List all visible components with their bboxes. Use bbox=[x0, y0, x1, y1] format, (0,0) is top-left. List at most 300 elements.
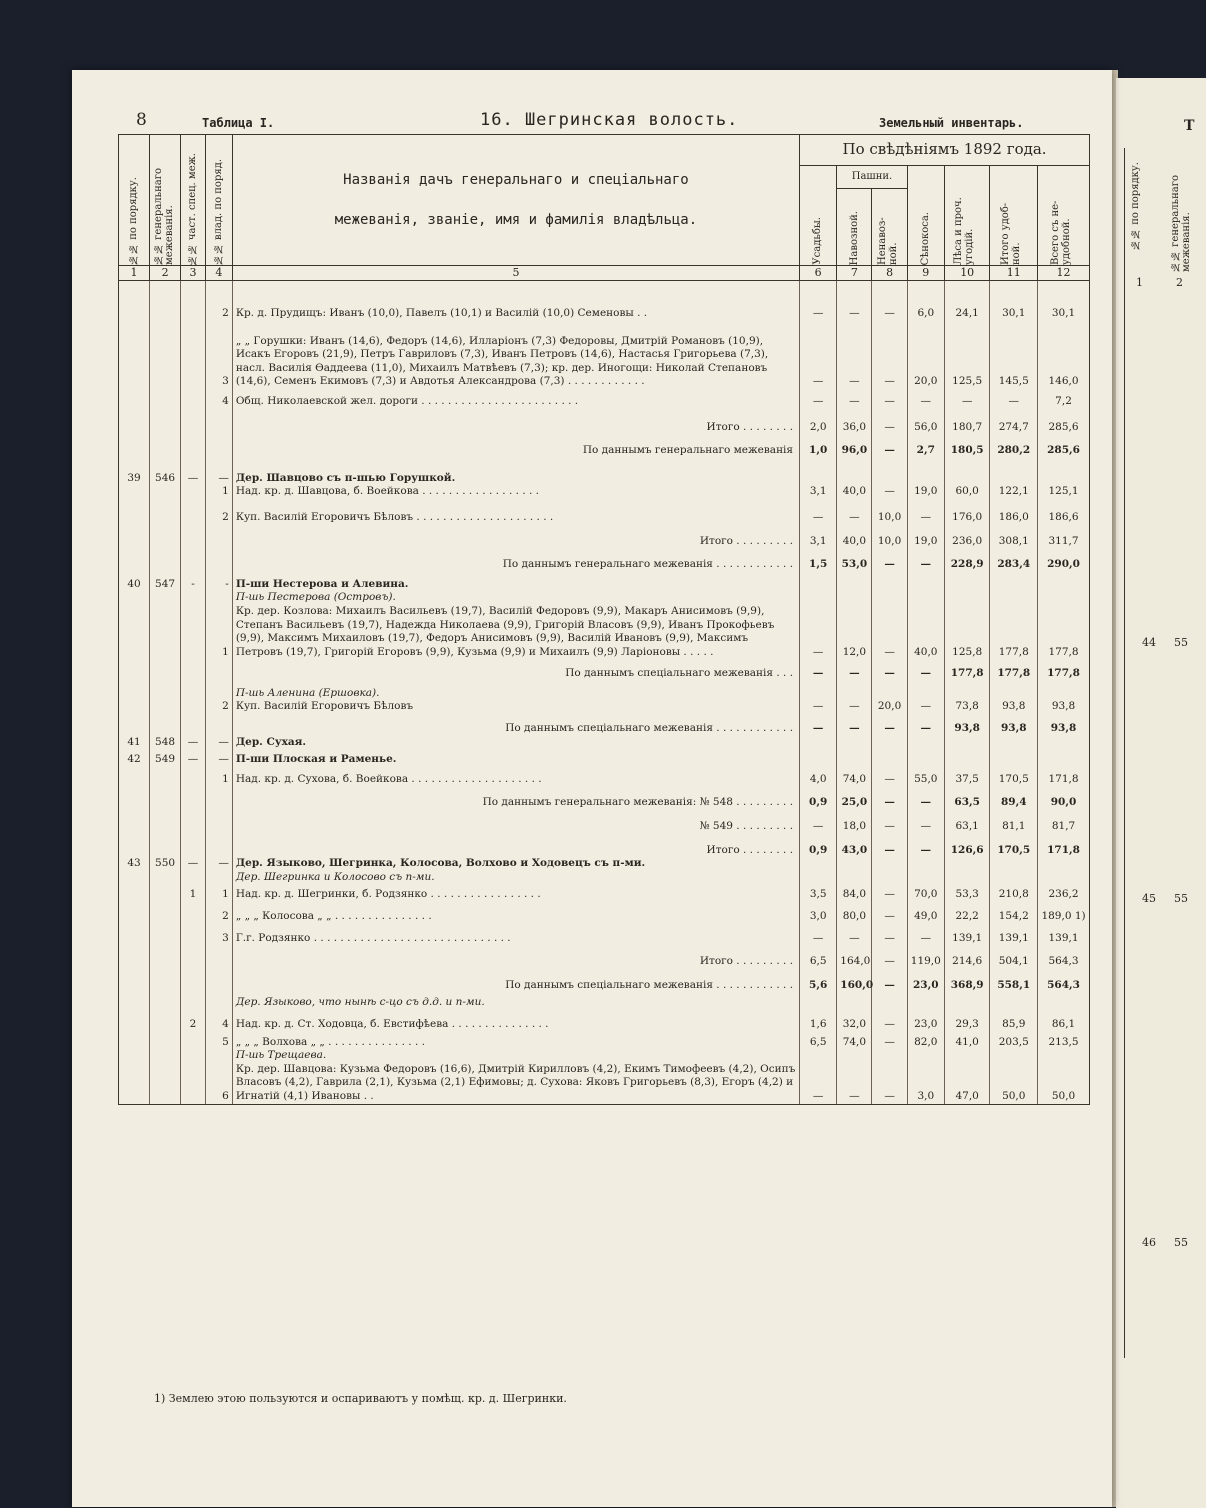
col-num: 4 bbox=[205, 266, 232, 281]
general-survey-number bbox=[150, 888, 181, 902]
estate-name: П-ши Плоская и Раменье. bbox=[232, 753, 799, 767]
general-survey-number: 546 bbox=[150, 472, 181, 486]
value-col-11: 50,0 bbox=[990, 1063, 1038, 1104]
col-num: 11 bbox=[990, 266, 1038, 281]
table-row bbox=[119, 996, 1090, 1010]
value-col-12 bbox=[1038, 857, 1090, 871]
value-col-10: 228,9 bbox=[944, 558, 990, 572]
value-col-8 bbox=[872, 996, 907, 1010]
owner-number bbox=[205, 421, 232, 435]
value-col-10: 60,0 bbox=[944, 485, 990, 499]
row-number bbox=[119, 722, 150, 736]
owner-number bbox=[205, 722, 232, 736]
value-col-10: 63,1 bbox=[944, 820, 990, 834]
owner-number bbox=[205, 955, 232, 969]
value-col-12: 90,0 bbox=[1038, 796, 1090, 810]
special-survey-number bbox=[181, 844, 206, 858]
special-survey-number bbox=[181, 687, 206, 701]
value-col-10 bbox=[944, 996, 990, 1010]
table-row bbox=[119, 910, 1090, 924]
value-col-10: 126,6 bbox=[944, 844, 990, 858]
value-col-12 bbox=[1038, 687, 1090, 701]
next-page-row-45: 45 bbox=[1142, 892, 1156, 905]
value-col-11: 177,8 bbox=[990, 667, 1038, 681]
row-number bbox=[119, 687, 150, 701]
table-row bbox=[119, 591, 1090, 605]
value-col-11 bbox=[990, 591, 1038, 605]
row-number bbox=[119, 1036, 150, 1050]
special-survey-number bbox=[181, 605, 206, 659]
col-header-12: Всего съ не-удобной. bbox=[1049, 200, 1072, 265]
value-col-10 bbox=[944, 857, 990, 871]
value-col-7 bbox=[837, 472, 872, 486]
next-page-row-44: 44 bbox=[1142, 636, 1156, 649]
value-col-7: — bbox=[837, 307, 872, 321]
value-col-11: 177,8 bbox=[990, 605, 1038, 659]
col-header-5-line1: Названія дачъ генеральнаго и спеціальнаго bbox=[343, 172, 689, 188]
owner-number: 1 bbox=[205, 605, 232, 659]
estate-name: П-ши Нестерова и Алевина. bbox=[232, 578, 799, 592]
table-row bbox=[119, 700, 1090, 714]
value-col-6: 3,0 bbox=[800, 910, 837, 924]
special-survey-number bbox=[181, 1063, 206, 1104]
special-survey-number bbox=[181, 444, 206, 458]
value-col-10: 176,0 bbox=[944, 511, 990, 525]
page-title: 16. Шегринская волость. bbox=[480, 110, 739, 130]
owner-description: „ „ Горушки: Иванъ (14,6), Федоръ (14,6), Илларіонъ (7,3) Федоровы, Дмитрій Романовъ (10,9), Исакъ Егоровъ (21,9), Петръ Гавриловъ (7,3), Иванъ Петровъ (14,6), Настасья Григорьева (7,3), насл. Василія Ѳаддеева (11,0), Михаилъ Матвѣевъ (7,3); кр. дер. Иногощи: Николай Степановъ (14,6), Семенъ Екимовъ (7,3) и Авдотья Александрова (7,3) . . . . . . . . . . . . bbox=[232, 335, 799, 389]
special-survey-number bbox=[181, 722, 206, 736]
col-header-pashni: Пашни. bbox=[837, 166, 907, 189]
value-col-8 bbox=[872, 687, 907, 701]
value-col-9: 23,0 bbox=[907, 979, 944, 993]
owner-number bbox=[205, 444, 232, 458]
col-num: 8 bbox=[872, 266, 907, 281]
value-col-10 bbox=[944, 591, 990, 605]
value-col-8 bbox=[872, 591, 907, 605]
value-col-8: — bbox=[872, 421, 907, 435]
value-col-9: 56,0 bbox=[907, 421, 944, 435]
value-col-8: — bbox=[872, 910, 907, 924]
col-header-7: Навозной. bbox=[848, 210, 860, 265]
value-col-10 bbox=[944, 472, 990, 486]
value-col-12: 189,0 1) bbox=[1038, 910, 1090, 924]
spacer-row bbox=[119, 969, 1090, 979]
general-survey-number bbox=[150, 558, 181, 572]
value-col-8: — bbox=[872, 722, 907, 736]
special-survey-number bbox=[181, 910, 206, 924]
estate-subname: П-шь Пестерова (Островъ). bbox=[232, 591, 799, 605]
table-row bbox=[119, 558, 1090, 572]
owner-number bbox=[205, 820, 232, 834]
special-survey-number bbox=[181, 996, 206, 1010]
special-survey-number: — bbox=[181, 857, 206, 871]
value-col-12: 186,6 bbox=[1038, 511, 1090, 525]
row-number bbox=[119, 558, 150, 572]
value-col-7 bbox=[837, 996, 872, 1010]
value-col-11 bbox=[990, 687, 1038, 701]
value-col-6: — bbox=[800, 335, 837, 389]
general-survey-number bbox=[150, 421, 181, 435]
spacer-row bbox=[119, 499, 1090, 511]
value-col-11: 280,2 bbox=[990, 444, 1038, 458]
value-col-11: 504,1 bbox=[990, 955, 1038, 969]
value-col-6: — bbox=[800, 722, 837, 736]
owner-number: 5 bbox=[205, 1036, 232, 1050]
col-header-3: №№ част. спец. меж. bbox=[187, 152, 199, 265]
row-number bbox=[119, 932, 150, 946]
value-col-9 bbox=[907, 472, 944, 486]
survey-data-label: По даннымъ генеральнаго межеванія: № 548 . . . . . . . . . bbox=[232, 796, 799, 810]
owner-description: Кр. д. Прудищъ: Иванъ (10,0), Павелъ (10,1) и Василій (10,0) Семеновы . . bbox=[232, 307, 799, 321]
column-number-row bbox=[119, 266, 1090, 281]
general-survey-number bbox=[150, 700, 181, 714]
document-page bbox=[72, 70, 1112, 1507]
owner-description: Над. кр. д. Сухова, б. Воейкова . . . . . . . . . . . . . . . . . . . . bbox=[232, 773, 799, 787]
spacer-row bbox=[119, 1010, 1090, 1018]
value-col-7: 96,0 bbox=[837, 444, 872, 458]
general-survey-number bbox=[150, 335, 181, 389]
owner-number: — bbox=[205, 753, 232, 767]
value-col-11: 558,1 bbox=[990, 979, 1038, 993]
value-col-11: 274,7 bbox=[990, 421, 1038, 435]
owner-number: - bbox=[205, 578, 232, 592]
value-col-11: 89,4 bbox=[990, 796, 1038, 810]
table-row bbox=[119, 888, 1090, 902]
value-col-12: 564,3 bbox=[1038, 979, 1090, 993]
value-col-7: 40,0 bbox=[837, 485, 872, 499]
value-col-7: — bbox=[837, 395, 872, 409]
value-col-7: — bbox=[837, 511, 872, 525]
survey-data-label: По даннымъ спеціальнаго межеванія . . . bbox=[232, 667, 799, 681]
table-row bbox=[119, 722, 1090, 736]
spacer-row bbox=[119, 924, 1090, 932]
col-header-11: Итого удоб-ной. bbox=[999, 202, 1022, 265]
row-number bbox=[119, 605, 150, 659]
row-number bbox=[119, 955, 150, 969]
value-col-10: 236,0 bbox=[944, 535, 990, 549]
value-col-9: 40,0 bbox=[907, 605, 944, 659]
value-col-9: — bbox=[907, 511, 944, 525]
general-survey-number bbox=[150, 722, 181, 736]
spacer-row bbox=[119, 834, 1090, 844]
survey-data-label: Итого . . . . . . . . bbox=[232, 844, 799, 858]
value-col-6: 6,5 bbox=[800, 955, 837, 969]
value-col-6: — bbox=[800, 820, 837, 834]
value-col-10: 125,8 bbox=[944, 605, 990, 659]
value-col-12: 177,8 bbox=[1038, 667, 1090, 681]
value-col-6 bbox=[800, 1049, 837, 1063]
table-row bbox=[119, 736, 1090, 750]
value-col-7: 80,0 bbox=[837, 910, 872, 924]
owner-number: 3 bbox=[205, 335, 232, 389]
col-num: 12 bbox=[1038, 266, 1090, 281]
value-col-7: 53,0 bbox=[837, 558, 872, 572]
value-col-7: 43,0 bbox=[837, 844, 872, 858]
value-col-12: 213,5 bbox=[1038, 1036, 1090, 1050]
value-col-7 bbox=[837, 753, 872, 767]
value-col-7: 164,0 bbox=[837, 955, 872, 969]
total-label: Итого . . . . . . . . . bbox=[232, 955, 799, 969]
special-survey-number bbox=[181, 591, 206, 605]
value-col-10: 47,0 bbox=[944, 1063, 990, 1104]
special-survey-number bbox=[181, 535, 206, 549]
next-page-letter: Т bbox=[1184, 118, 1195, 134]
header-band-1892: По свѣдѣніямъ 1892 года. bbox=[800, 135, 1090, 166]
value-col-8: 10,0 bbox=[872, 535, 907, 549]
value-col-11: 154,2 bbox=[990, 910, 1038, 924]
value-col-10: 24,1 bbox=[944, 307, 990, 321]
value-col-8 bbox=[872, 578, 907, 592]
general-survey-number bbox=[150, 1049, 181, 1063]
row-number bbox=[119, 871, 150, 885]
value-col-9: 70,0 bbox=[907, 888, 944, 902]
value-col-12: 93,8 bbox=[1038, 700, 1090, 714]
special-survey-number bbox=[181, 955, 206, 969]
owner-number: 2 bbox=[205, 511, 232, 525]
general-survey-number bbox=[150, 605, 181, 659]
value-col-12 bbox=[1038, 871, 1090, 885]
general-survey-number bbox=[150, 535, 181, 549]
value-col-8: — bbox=[872, 485, 907, 499]
value-col-8: — bbox=[872, 820, 907, 834]
value-col-8: — bbox=[872, 307, 907, 321]
value-col-6: — bbox=[800, 700, 837, 714]
spacer-row bbox=[119, 548, 1090, 558]
survey-data-label: № 549 . . . . . . . . . bbox=[232, 820, 799, 834]
value-col-9: 82,0 bbox=[907, 1036, 944, 1050]
value-col-7: 74,0 bbox=[837, 773, 872, 787]
value-col-12: 125,1 bbox=[1038, 485, 1090, 499]
value-col-6 bbox=[800, 857, 837, 871]
section-title: Земельный инвентарь. bbox=[879, 116, 1024, 130]
general-survey-number bbox=[150, 1063, 181, 1104]
special-survey-number bbox=[181, 421, 206, 435]
value-col-6: 4,0 bbox=[800, 773, 837, 787]
special-survey-number bbox=[181, 1049, 206, 1063]
value-col-11: 210,8 bbox=[990, 888, 1038, 902]
owner-description: Куп. Василій Егоровичъ Бѣловъ . . . . . . . . . . . . . . . . . . . . . bbox=[232, 511, 799, 525]
value-col-7 bbox=[837, 736, 872, 750]
spacer-row bbox=[119, 902, 1090, 910]
value-col-8: — bbox=[872, 444, 907, 458]
table-row bbox=[119, 796, 1090, 810]
value-col-9 bbox=[907, 736, 944, 750]
owner-description: Над. кр. д. Шегринки, б. Родзянко . . . . . . . . . . . . . . . . . bbox=[232, 888, 799, 902]
value-col-7 bbox=[837, 871, 872, 885]
owner-number bbox=[205, 996, 232, 1010]
row-number bbox=[119, 335, 150, 389]
spacer-row bbox=[119, 714, 1090, 722]
value-col-9: 2,7 bbox=[907, 444, 944, 458]
value-col-9: 55,0 bbox=[907, 773, 944, 787]
table-row bbox=[119, 535, 1090, 549]
owner-description: „ „ „ Колосова „ „ . . . . . . . . . . . . . . . bbox=[232, 910, 799, 924]
general-survey-number bbox=[150, 511, 181, 525]
spacer-row bbox=[119, 810, 1090, 820]
owner-number: — bbox=[205, 857, 232, 871]
value-col-8: — bbox=[872, 558, 907, 572]
general-survey-number bbox=[150, 485, 181, 499]
value-col-8: — bbox=[872, 1018, 907, 1032]
row-number bbox=[119, 485, 150, 499]
value-col-12: 50,0 bbox=[1038, 1063, 1090, 1104]
owner-description: „ „ „ Волхова „ „ . . . . . . . . . . . . . . . bbox=[232, 1036, 799, 1050]
value-col-10: 37,5 bbox=[944, 773, 990, 787]
value-col-9: — bbox=[907, 700, 944, 714]
table-row bbox=[119, 687, 1090, 701]
general-survey-number bbox=[150, 395, 181, 409]
col-header-8: Ненавоз-ной. bbox=[876, 217, 899, 265]
general-survey-number bbox=[150, 820, 181, 834]
value-col-12: 171,8 bbox=[1038, 773, 1090, 787]
value-col-7: — bbox=[837, 722, 872, 736]
value-col-6 bbox=[800, 687, 837, 701]
value-col-6: 3,1 bbox=[800, 485, 837, 499]
value-col-10 bbox=[944, 578, 990, 592]
value-col-12: 285,6 bbox=[1038, 444, 1090, 458]
row-number bbox=[119, 1063, 150, 1104]
row-number bbox=[119, 444, 150, 458]
value-col-9 bbox=[907, 996, 944, 1010]
value-col-8: — bbox=[872, 955, 907, 969]
owner-number: — bbox=[205, 736, 232, 750]
value-col-11: — bbox=[990, 395, 1038, 409]
value-col-11: 186,0 bbox=[990, 511, 1038, 525]
next-page-row-45b: 55 bbox=[1174, 892, 1188, 905]
value-col-10: 73,8 bbox=[944, 700, 990, 714]
table-row bbox=[119, 485, 1090, 499]
table-row bbox=[119, 955, 1090, 969]
value-col-6 bbox=[800, 578, 837, 592]
special-survey-number bbox=[181, 796, 206, 810]
value-col-8 bbox=[872, 1049, 907, 1063]
value-col-7: 74,0 bbox=[837, 1036, 872, 1050]
page-number: 8 bbox=[136, 110, 147, 130]
owner-number bbox=[205, 591, 232, 605]
row-number: 40 bbox=[119, 578, 150, 592]
value-col-6 bbox=[800, 871, 837, 885]
value-col-10: 214,6 bbox=[944, 955, 990, 969]
value-col-11 bbox=[990, 472, 1038, 486]
value-col-7 bbox=[837, 591, 872, 605]
owner-number bbox=[205, 871, 232, 885]
spacer-row bbox=[119, 321, 1090, 335]
value-col-9: 19,0 bbox=[907, 535, 944, 549]
table-row bbox=[119, 1018, 1090, 1032]
owner-description: Над. кр. д. Шавцова, б. Воейкова . . . . . . . . . . . . . . . . . . bbox=[232, 485, 799, 499]
col-num: 10 bbox=[944, 266, 990, 281]
owner-number: 3 bbox=[205, 932, 232, 946]
special-survey-number bbox=[181, 1036, 206, 1050]
table-row bbox=[119, 1036, 1090, 1050]
value-col-7: — bbox=[837, 667, 872, 681]
value-col-10: 180,5 bbox=[944, 444, 990, 458]
survey-data-label: По даннымъ генеральнаго межеванія . . . . . . . . . . . . bbox=[232, 558, 799, 572]
value-col-11: 30,1 bbox=[990, 307, 1038, 321]
general-survey-number bbox=[150, 667, 181, 681]
estate-name: Дер. Сухая. bbox=[232, 736, 799, 750]
value-col-12: 290,0 bbox=[1038, 558, 1090, 572]
estate-name: Дер. Шавцово съ п-шью Горушкой. bbox=[232, 472, 799, 486]
col-header-10: Лѣса и проч. угодій. bbox=[953, 197, 976, 265]
special-survey-number: 2 bbox=[181, 1018, 206, 1032]
value-col-8: — bbox=[872, 979, 907, 993]
value-col-12: 86,1 bbox=[1038, 1018, 1090, 1032]
spacer-row bbox=[119, 434, 1090, 444]
table-row bbox=[119, 753, 1090, 767]
value-col-7 bbox=[837, 857, 872, 871]
next-page-num1: 1 bbox=[1136, 276, 1143, 289]
value-col-6 bbox=[800, 472, 837, 486]
value-col-11 bbox=[990, 578, 1038, 592]
value-col-12 bbox=[1038, 1049, 1090, 1063]
spacer-row bbox=[119, 659, 1090, 667]
value-col-8 bbox=[872, 753, 907, 767]
value-col-12: 311,7 bbox=[1038, 535, 1090, 549]
value-col-9: — bbox=[907, 796, 944, 810]
total-label: Итого . . . . . . . . . bbox=[232, 535, 799, 549]
value-col-12: 30,1 bbox=[1038, 307, 1090, 321]
general-survey-number: 549 bbox=[150, 753, 181, 767]
row-number: 41 bbox=[119, 736, 150, 750]
value-col-6: 5,6 bbox=[800, 979, 837, 993]
special-survey-number bbox=[181, 979, 206, 993]
general-survey-number bbox=[150, 932, 181, 946]
value-col-12: 7,2 bbox=[1038, 395, 1090, 409]
value-col-8: — bbox=[872, 605, 907, 659]
general-survey-number bbox=[150, 996, 181, 1010]
value-col-11: 170,5 bbox=[990, 844, 1038, 858]
col-num: 7 bbox=[837, 266, 872, 281]
value-col-11: 283,4 bbox=[990, 558, 1038, 572]
value-col-9 bbox=[907, 753, 944, 767]
owner-description: Над. кр. д. Ст. Ходовца, б. Евстифѣева . . . . . . . . . . . . . . . bbox=[232, 1018, 799, 1032]
survey-data-label: По даннымъ генеральнаго межеванія bbox=[232, 444, 799, 458]
spacer-row bbox=[119, 458, 1090, 472]
row-number bbox=[119, 307, 150, 321]
value-col-11: 203,5 bbox=[990, 1036, 1038, 1050]
value-col-9 bbox=[907, 591, 944, 605]
value-col-6: 1,0 bbox=[800, 444, 837, 458]
value-col-6: — bbox=[800, 667, 837, 681]
general-survey-number bbox=[150, 1018, 181, 1032]
value-col-8: — bbox=[872, 1063, 907, 1104]
value-col-12 bbox=[1038, 736, 1090, 750]
special-survey-number: — bbox=[181, 753, 206, 767]
value-col-6: 6,5 bbox=[800, 1036, 837, 1050]
value-col-10: 125,5 bbox=[944, 335, 990, 389]
value-col-7: — bbox=[837, 1063, 872, 1104]
next-page-col2: №№ генеральнаго межеванія. bbox=[1170, 175, 1192, 272]
table-row bbox=[119, 820, 1090, 834]
general-survey-number bbox=[150, 910, 181, 924]
row-number bbox=[119, 421, 150, 435]
value-col-11: 139,1 bbox=[990, 932, 1038, 946]
value-col-9: 49,0 bbox=[907, 910, 944, 924]
special-survey-number bbox=[181, 395, 206, 409]
table-row bbox=[119, 307, 1090, 321]
special-survey-number: — bbox=[181, 736, 206, 750]
owner-number: — bbox=[205, 472, 232, 486]
value-col-6: 1,6 bbox=[800, 1018, 837, 1032]
value-col-9: — bbox=[907, 558, 944, 572]
value-col-7 bbox=[837, 578, 872, 592]
value-col-9 bbox=[907, 1049, 944, 1063]
table-row bbox=[119, 472, 1090, 486]
table-row bbox=[119, 1063, 1090, 1104]
owner-number: 2 bbox=[205, 700, 232, 714]
col-num: 2 bbox=[150, 266, 181, 281]
